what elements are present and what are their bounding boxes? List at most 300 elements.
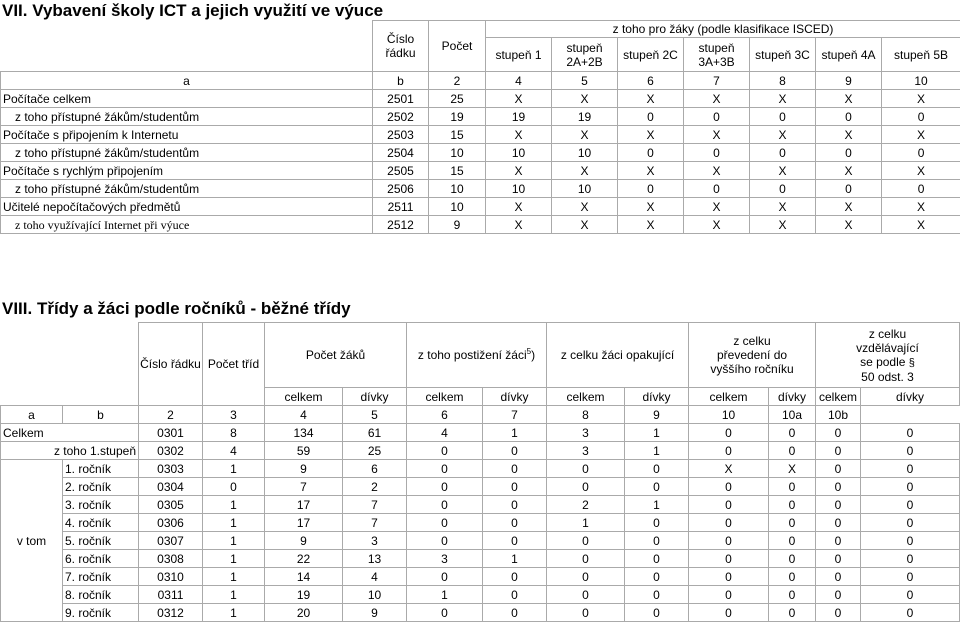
header-sub: dívky [625, 388, 689, 406]
cell: 0 [684, 144, 750, 162]
grade-label: 5. ročník [63, 532, 139, 550]
cell: X [816, 90, 882, 108]
cell: 1 [203, 496, 265, 514]
header-sub: dívky [769, 388, 816, 406]
cell: 0 [483, 514, 547, 532]
header-sub: celkem [689, 388, 769, 406]
cell: 0 [816, 514, 861, 532]
row-label: z toho přístupné žákům/studentům [1, 108, 373, 126]
cell: X [816, 198, 882, 216]
table-row [1, 478, 960, 496]
header-educated-line3: se podle [860, 354, 906, 369]
cell: X [816, 216, 882, 234]
cell: 7 [343, 496, 407, 514]
column-letter: a [1, 406, 63, 424]
cell: 0310 [139, 568, 203, 586]
cell: 10 [429, 144, 486, 162]
grade-label: 3. ročník [63, 496, 139, 514]
grade-label: 1. ročník [63, 460, 139, 478]
table-row [1, 532, 960, 550]
cell: 0 [689, 568, 769, 586]
cell: X [486, 126, 552, 144]
group-label: v tom [1, 460, 63, 622]
cell: 0 [625, 550, 689, 568]
cell: 0302 [139, 442, 203, 460]
cell: 25 [429, 90, 486, 108]
cell: 0301 [139, 424, 203, 442]
table-row [1, 550, 960, 568]
cell: 22 [265, 550, 343, 568]
cell: X [684, 126, 750, 144]
cell: 0 [769, 478, 816, 496]
cell: 0306 [139, 514, 203, 532]
cell: 0 [861, 568, 960, 586]
cell: 2511 [373, 198, 429, 216]
header-sub: celkem [547, 388, 625, 406]
cell: X [684, 216, 750, 234]
cell: 0 [816, 108, 882, 126]
header-sub: dívky [483, 388, 547, 406]
cell: 0 [769, 604, 816, 622]
cell: X [882, 198, 960, 216]
cell: 2501 [373, 90, 429, 108]
cell: X [816, 162, 882, 180]
header-level: stupeň 3A+3B [684, 38, 750, 72]
cell: 0 [861, 424, 960, 442]
cell: X [684, 90, 750, 108]
table-row [1, 496, 960, 514]
grade-label: 9. ročník [63, 604, 139, 622]
cell: 0 [769, 442, 816, 460]
cell: 0 [483, 478, 547, 496]
cell: 0 [769, 496, 816, 514]
table-row [1, 180, 960, 198]
cell: 0 [882, 108, 960, 126]
column-letter: b [373, 72, 429, 90]
cell: 0 [750, 180, 816, 198]
header-row-number: Číslo řádku [139, 323, 203, 406]
table-row [1, 460, 960, 478]
cell: 0 [750, 144, 816, 162]
cell: 7 [343, 514, 407, 532]
cell: 0 [618, 180, 684, 198]
cell: X [684, 198, 750, 216]
cell: X [486, 198, 552, 216]
column-letter: 7 [483, 406, 547, 424]
cell: X [816, 126, 882, 144]
row-label: z toho přístupné žákům/studentům [1, 144, 373, 162]
cell: 0 [684, 180, 750, 198]
cell: 3 [407, 550, 483, 568]
table-row [1, 216, 960, 234]
grade-label: 7. ročník [63, 568, 139, 586]
cell: 13 [343, 550, 407, 568]
cell: 1 [203, 586, 265, 604]
cell: 0312 [139, 604, 203, 622]
cell: 2502 [373, 108, 429, 126]
cell: X [750, 90, 816, 108]
cell: X [552, 126, 618, 144]
cell: X [689, 460, 769, 478]
grade-label: 8. ročník [63, 586, 139, 604]
cell: 0308 [139, 550, 203, 568]
column-letter: 2 [139, 406, 203, 424]
header-transferred: z celku převedení do vyššího ročníku [689, 323, 816, 388]
cell: X [618, 90, 684, 108]
cell: 0 [689, 586, 769, 604]
header-level: stupeň 5B [882, 38, 960, 72]
cell: 0 [816, 550, 861, 568]
column-letter: 9 [816, 72, 882, 90]
column-letter: 10 [882, 72, 960, 90]
header-classes: Počet tříd [203, 323, 265, 406]
row-label: z toho přístupné žákům/studentům [1, 180, 373, 198]
cell: X [486, 90, 552, 108]
cell: 0 [816, 478, 861, 496]
cell: 0307 [139, 532, 203, 550]
header-count: Počet [429, 21, 486, 72]
table-row [1, 586, 960, 604]
cell: 0 [769, 532, 816, 550]
header-level: stupeň 4A [816, 38, 882, 72]
section-7-title: VII. Vybavení školy ICT a jejich využití ve výuce [2, 1, 384, 20]
cell: 0 [547, 604, 625, 622]
cell: 4 [407, 424, 483, 442]
cell: 2 [343, 478, 407, 496]
cell: 0 [882, 180, 960, 198]
table-row [1, 514, 960, 532]
column-letter: a [1, 72, 373, 90]
cell: 1 [203, 550, 265, 568]
header-sub: dívky [861, 388, 960, 406]
cell: 9 [343, 604, 407, 622]
table-row [1, 144, 960, 162]
cell: 0 [689, 604, 769, 622]
cell: 0 [547, 478, 625, 496]
cell: 1 [407, 586, 483, 604]
cell: X [882, 216, 960, 234]
cell: 2512 [373, 216, 429, 234]
ict-equipment-table [0, 20, 960, 234]
cell: X [552, 198, 618, 216]
header-disabled-sup: 5 [526, 347, 532, 356]
cell: 0 [769, 586, 816, 604]
cell: X [486, 216, 552, 234]
cell: 0 [861, 586, 960, 604]
cell: 2 [547, 496, 625, 514]
cell: X [750, 126, 816, 144]
cell: X [552, 90, 618, 108]
cell: 0 [689, 478, 769, 496]
cell: 0305 [139, 496, 203, 514]
cell: 0 [689, 514, 769, 532]
cell: 15 [429, 126, 486, 144]
cell: 1 [203, 514, 265, 532]
cell: 0 [407, 442, 483, 460]
cell: 0 [407, 604, 483, 622]
cell: 0 [816, 604, 861, 622]
header-educated-50 [816, 323, 960, 388]
cell: 19 [429, 108, 486, 126]
cell: 20 [265, 604, 343, 622]
header-sub: celkem [816, 388, 861, 406]
cell: 0 [689, 496, 769, 514]
cell: 1 [203, 460, 265, 478]
cell: X [618, 216, 684, 234]
cell: 0 [816, 586, 861, 604]
cell: X [486, 162, 552, 180]
column-letter: 5 [552, 72, 618, 90]
cell: 0 [882, 144, 960, 162]
cell: X [618, 126, 684, 144]
cell: 2506 [373, 180, 429, 198]
row-label: Počítače s připojením k Internetu [1, 126, 373, 144]
cell: 0 [689, 550, 769, 568]
cell: 1 [625, 442, 689, 460]
cell: 61 [343, 424, 407, 442]
cell: 25 [343, 442, 407, 460]
column-letter: 4 [265, 406, 343, 424]
cell: 1 [483, 424, 547, 442]
column-letter: b [63, 406, 139, 424]
table-row [1, 108, 960, 126]
header-level: stupeň 2C [618, 38, 684, 72]
cell: 0 [750, 108, 816, 126]
cell: 1 [547, 514, 625, 532]
grade-label: 2. ročník [63, 478, 139, 496]
cell: 10 [429, 180, 486, 198]
grade-label: 6. ročník [63, 550, 139, 568]
cell: 0 [625, 568, 689, 586]
cell: 2503 [373, 126, 429, 144]
cell: X [552, 216, 618, 234]
section-symbol: § [908, 356, 915, 369]
cell: 10 [552, 180, 618, 198]
cell: 0 [547, 550, 625, 568]
header-isced-group: z toho pro žáky (podle klasifikace ISCED) [486, 21, 960, 38]
cell: 0 [547, 532, 625, 550]
header-level: stupeň 1 [486, 38, 552, 72]
cell: 0 [769, 550, 816, 568]
cell: 10 [486, 144, 552, 162]
cell: 0 [769, 424, 816, 442]
cell: 0 [861, 460, 960, 478]
cell: 0 [861, 442, 960, 460]
cell: X [769, 460, 816, 478]
cell: 0 [861, 478, 960, 496]
cell: 0 [769, 568, 816, 586]
column-letter: 2 [429, 72, 486, 90]
header-disabled-text: z toho postižení žáci [417, 348, 527, 362]
cell: 0303 [139, 460, 203, 478]
cell: 0 [861, 604, 960, 622]
cell: 1 [483, 550, 547, 568]
cell: 0 [407, 496, 483, 514]
cell: 0 [407, 568, 483, 586]
cell: 0 [625, 514, 689, 532]
column-letter: 6 [618, 72, 684, 90]
cell: 0 [625, 460, 689, 478]
cell: 3 [547, 442, 625, 460]
header-blank [1, 21, 373, 72]
cell: 0 [618, 144, 684, 162]
cell: 0 [407, 532, 483, 550]
header-blank [1, 323, 139, 406]
cell: 8 [203, 424, 265, 442]
table-row [1, 90, 960, 108]
cell: 17 [265, 514, 343, 532]
column-letter: 8 [547, 406, 625, 424]
cell: X [750, 198, 816, 216]
column-letter: 5 [343, 406, 407, 424]
header-repeating: z celku žáci opakující [547, 323, 689, 388]
table-row [1, 568, 960, 586]
cell: X [618, 198, 684, 216]
cell: 19 [265, 586, 343, 604]
cell: 10 [429, 198, 486, 216]
cell: 10 [343, 586, 407, 604]
cell: 2505 [373, 162, 429, 180]
cell: X [882, 90, 960, 108]
row-label: z toho využívající Internet při výuce [1, 216, 373, 234]
column-letter: 3 [203, 406, 265, 424]
row-label: Počítače s rychlým připojením [1, 162, 373, 180]
column-letter: 10a [769, 406, 816, 424]
cell: 0 [689, 424, 769, 442]
column-letter: 10b [816, 406, 861, 424]
grade-label: 4. ročník [63, 514, 139, 532]
cell: 17 [265, 496, 343, 514]
cell: 19 [486, 108, 552, 126]
cell: 4 [203, 442, 265, 460]
row-label: Celkem [1, 424, 139, 442]
column-letter: 6 [407, 406, 483, 424]
header-row-number: Číslo řádku [373, 21, 429, 72]
cell: 0311 [139, 586, 203, 604]
header-educated-line1: z celku [868, 326, 907, 341]
cell: 0 [769, 514, 816, 532]
cell: 0 [861, 514, 960, 532]
classes-pupils-table [0, 322, 960, 622]
cell: 7 [265, 478, 343, 496]
column-letter: 9 [625, 406, 689, 424]
table-row [1, 162, 960, 180]
cell: 0304 [139, 478, 203, 496]
row-label: Učitelé nepočítačových předmětů [1, 198, 373, 216]
cell: 9 [265, 460, 343, 478]
cell: 59 [265, 442, 343, 460]
cell: 9 [429, 216, 486, 234]
cell: 3 [343, 532, 407, 550]
cell: 0 [861, 550, 960, 568]
table-row [1, 442, 960, 460]
cell: 6 [343, 460, 407, 478]
header-level: stupeň 3C [750, 38, 816, 72]
row-label: z toho 1.stupeň [1, 442, 139, 460]
header-sub: dívky [343, 388, 407, 406]
header-level: stupeň 2A+2B [552, 38, 618, 72]
cell: 0 [483, 568, 547, 586]
cell: X [618, 162, 684, 180]
cell: 0 [625, 604, 689, 622]
cell: 1 [625, 496, 689, 514]
cell: 0 [816, 568, 861, 586]
cell: 1 [625, 424, 689, 442]
table-row [1, 604, 960, 622]
cell: 1 [203, 532, 265, 550]
cell: 0 [861, 532, 960, 550]
row-label: Počítače celkem [1, 90, 373, 108]
cell: X [882, 162, 960, 180]
cell: 0 [816, 460, 861, 478]
cell: 0 [816, 144, 882, 162]
cell: 0 [203, 478, 265, 496]
cell: 0 [547, 568, 625, 586]
cell: 0 [407, 514, 483, 532]
cell: 0 [816, 532, 861, 550]
column-letter: 7 [684, 72, 750, 90]
header-educated-line2: vzdělávající [856, 340, 919, 355]
cell: X [552, 162, 618, 180]
cell: 0 [618, 108, 684, 126]
cell: 0 [483, 442, 547, 460]
cell: 0 [547, 586, 625, 604]
cell: 1 [203, 604, 265, 622]
cell: X [750, 162, 816, 180]
cell: 0 [547, 460, 625, 478]
cell: 0 [483, 604, 547, 622]
cell: 14 [265, 568, 343, 586]
cell: 2504 [373, 144, 429, 162]
table-row [1, 198, 960, 216]
cell: 0 [689, 532, 769, 550]
cell: 0 [483, 460, 547, 478]
cell: 1 [203, 568, 265, 586]
cell: 0 [483, 532, 547, 550]
cell: 4 [343, 568, 407, 586]
cell: 10 [486, 180, 552, 198]
cell: X [684, 162, 750, 180]
header-sub: celkem [265, 388, 343, 406]
cell: 3 [547, 424, 625, 442]
cell: 0 [625, 532, 689, 550]
column-letter: 4 [486, 72, 552, 90]
cell: 0 [816, 424, 861, 442]
table-row [1, 126, 960, 144]
cell: 0 [816, 180, 882, 198]
header-pupils: Počet žáků [265, 323, 407, 388]
cell: 134 [265, 424, 343, 442]
cell: 0 [625, 586, 689, 604]
cell: 0 [684, 108, 750, 126]
cell: 0 [861, 496, 960, 514]
cell: 15 [429, 162, 486, 180]
cell: 10 [552, 144, 618, 162]
cell: 0 [689, 442, 769, 460]
section-8-title: VIII. Třídy a žáci podle ročníků - běžné třídy [2, 299, 351, 318]
column-letter: 10 [689, 406, 769, 424]
table-row [1, 424, 960, 442]
header-sub: celkem [407, 388, 483, 406]
cell: 19 [552, 108, 618, 126]
cell: 0 [816, 496, 861, 514]
cell: X [882, 126, 960, 144]
cell: 0 [625, 478, 689, 496]
header-educated-line4: 50 odst. 3 [861, 369, 914, 384]
cell: 0 [407, 478, 483, 496]
cell: 9 [265, 532, 343, 550]
cell: 0 [483, 586, 547, 604]
